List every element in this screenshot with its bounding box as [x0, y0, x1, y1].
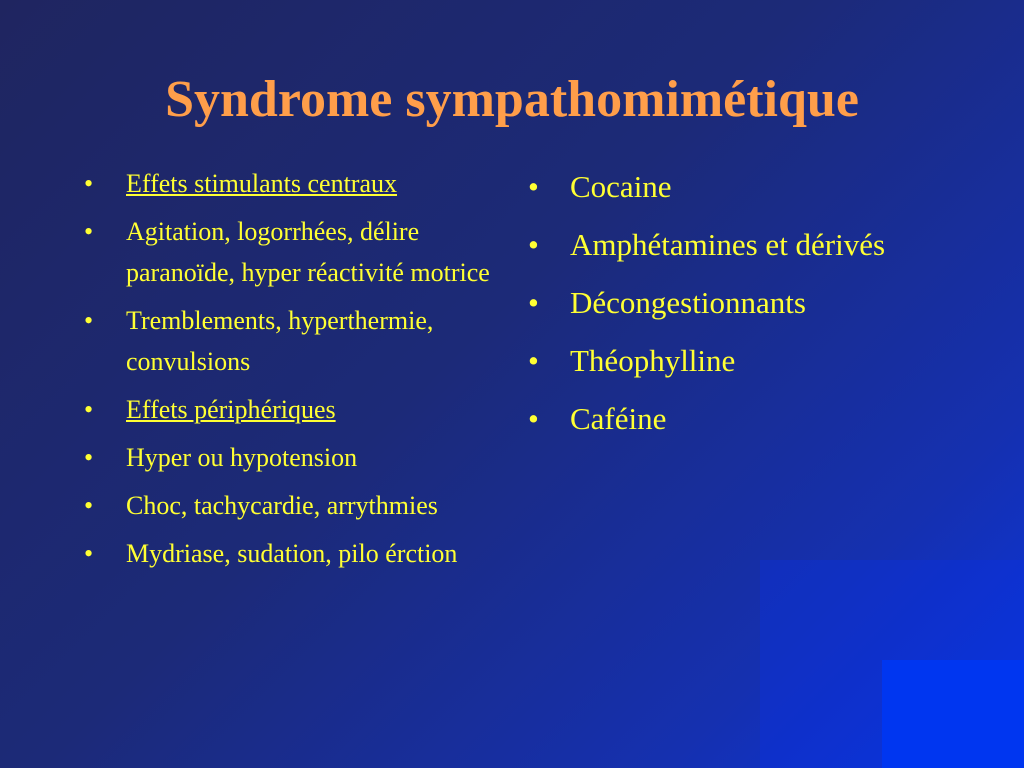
bullet: •	[84, 217, 94, 246]
bullet: •	[528, 169, 539, 204]
list-item-text: Hyper ou hypotension	[126, 443, 358, 472]
bullet: •	[528, 285, 539, 320]
bullet: •	[528, 227, 539, 262]
bullet: •	[84, 491, 94, 520]
list-item	[84, 533, 504, 574]
list-item	[84, 163, 504, 204]
drug-name: Décongestionnants	[570, 285, 806, 320]
bullet: •	[84, 169, 94, 198]
bullet: •	[528, 401, 539, 436]
list-item	[528, 162, 908, 211]
list-item	[528, 220, 908, 269]
list-item	[528, 336, 908, 385]
section-heading-central-effects: Effets stimulants centraux	[126, 169, 398, 198]
list-item-text: Choc, tachycardie, arrythmies	[126, 491, 438, 520]
bullet: •	[84, 539, 94, 568]
list-item-text: Mydriase, sudation, pilo érction	[126, 539, 458, 568]
drug-name: Caféine	[570, 401, 667, 436]
bullet: •	[84, 306, 94, 335]
drug-name: Amphétamines et dérivés	[570, 227, 886, 262]
section-heading-peripheral-effects: Effets périphériques	[126, 395, 336, 424]
bullet: •	[84, 443, 94, 472]
list-item-text: Tremblements, hyperthermie, convulsions	[126, 306, 434, 376]
drug-name: Cocaine	[570, 169, 672, 204]
list-item-text: Agitation, logorrhées, délire paranoïde, hyper réactivité motrice	[126, 217, 490, 287]
background-corner-block	[882, 660, 1024, 768]
list-item	[84, 300, 504, 382]
drug-name: Théophylline	[570, 343, 736, 378]
slide-title: Syndrome sympathomimétique	[165, 71, 859, 128]
left-bullet-list	[84, 163, 504, 581]
list-item	[84, 389, 504, 430]
list-item	[84, 485, 504, 526]
list-item	[84, 437, 504, 478]
list-item	[84, 211, 504, 293]
list-item	[528, 278, 908, 327]
list-item	[528, 394, 908, 443]
bullet: •	[528, 343, 539, 378]
bullet: •	[84, 395, 94, 424]
right-bullet-list	[528, 162, 908, 452]
